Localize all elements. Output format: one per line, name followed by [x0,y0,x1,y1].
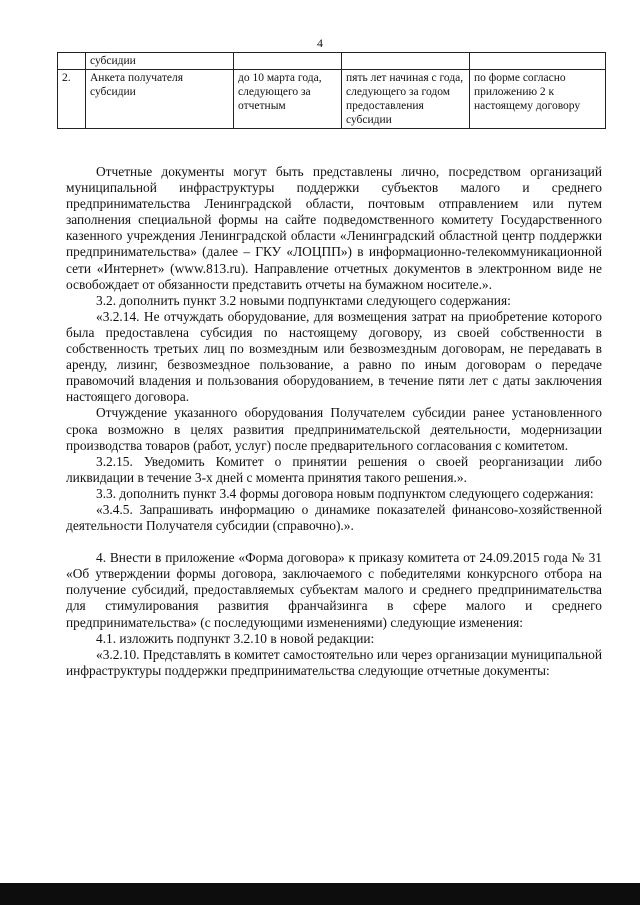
table-cell-num: 2. [58,70,86,129]
table-cell-form: по форме согласно приложению 2 к настоящему договору [470,70,606,129]
paragraph-3-2-10: «3.2.10. Представлять в комитет самостоятельно или через организации муниципальной инфраструктуры поддержки предпринимательства следующие отчетные документы: [66,646,602,678]
table-cell-form [470,53,606,70]
table-cell-period: пять лет начиная с года, следующего за годом предоставления субсидии [342,70,470,129]
page-number: 4 [317,36,323,50]
paragraph-4-1: 4.1. изложить подпункт 3.2.10 в новой редакции: [96,630,375,646]
table-cell-period [342,53,470,70]
table-cell-deadline: до 10 марта года, следующего за отчетным [234,70,342,129]
table-row [58,70,606,129]
paragraph-3-2: 3.2. дополнить пункт 3.2 новыми подпунктами следующего содержания: [96,292,511,308]
table-cell-document: субсидии [86,53,234,70]
table-cell-deadline [234,53,342,70]
paragraph-reporting-methods: Отчетные документы могут быть представлены лично, посредством организаций муниципальной инфраструктуры поддержки субъектов малого и среднего предпринимательства Ленинградской области, почтовым отправлением или путем заполнения специальной формы на сайте подведомственного комитету Государственного казенного учреждения Ленинградской области «Ленинградский областной центр поддержки предпринимательства» (далее – ГКУ «ЛОЦПП») в информационно-телекоммуникационной сети «Интернет» (www.813.ru). Направление отчетных документов в электронном виде не освобождает от обязанности представить отчеты на бумажном носителе.». [66,164,602,292]
paragraph-3-2-15: 3.2.15. Уведомить Комитет о принятии решения о своей реорганизации либо ликвидации в течение 3-х дней с момента принятия такого решения.». [66,453,602,485]
reporting-documents-table [57,52,606,129]
paragraph-alienation: Отчуждение указанного оборудования Получателем субсидии ранее установленного срока возможно в целях развития предпринимательской деятельности, модернизации производства товаров (работ, услуг) после предварительного согласования с комитетом. [66,405,602,453]
scan-bottom-edge [0,883,640,905]
paragraph-3-4-5: «3.4.5. Запрашивать информацию о динамике показателей финансово-хозяйственной деятельности Получателя субсидии (справочно).». [66,501,602,534]
paragraph-3-3: 3.3. дополнить пункт 3.4 формы договора новым подпунктом следующего содержания: [96,485,594,501]
table-cell-num [58,53,86,70]
paragraph-4: 4. Внести в приложение «Форма договора» к приказу комитета от 24.09.2015 года № 31 «Об утверждении формы договора, заключаемого с победителями конкурсного отбора на получение субсидий, предоставляемых субъектам малого и среднего предпринимательства для стимулирования развития франчайзинга в сфере малого и среднего предпринимательства» (с последующими изменениями) следующие изменения: [66,550,602,630]
table-cell-document: Анкета получателя субсидии [86,70,234,129]
paragraph-3-2-14: «3.2.14. Не отчуждать оборудование, для возмещения затрат на приобретение которого была предоставлена субсидия по настоящему договору, из своей собственности в собственность третьих лиц по возмездным или безвозмездным договорам, не передавать в аренду, лизинг, безвозмездное пользование, а равно по иным договорам о передаче правомочий владения и пользования оборудованием, в течение пяти лет с даты заключения настоящего договора. [66,308,602,405]
document-body [66,164,602,679]
table-row [58,53,606,70]
